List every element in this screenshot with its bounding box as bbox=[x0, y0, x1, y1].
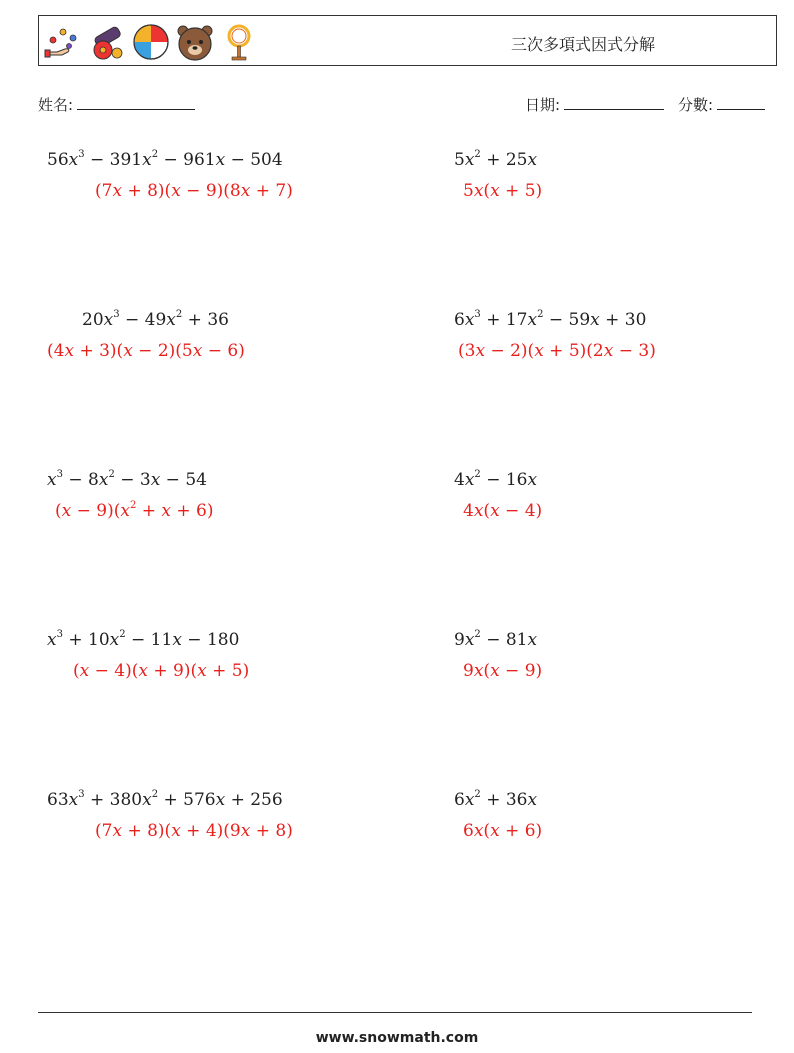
score-blank-line[interactable] bbox=[717, 95, 765, 110]
fire-hoop-icon bbox=[219, 22, 259, 62]
problem-3-question: $20x^3 - 49x^2 + 36$ bbox=[82, 309, 229, 330]
problem-8-answer: 9x(x − 9) bbox=[463, 661, 543, 681]
problem-3-answer: (4x + 3)(x − 2)(5x − 6) bbox=[47, 341, 245, 361]
problem-9-answer: (7x + 8)(x + 4)(9x + 8) bbox=[95, 821, 293, 841]
problem-7-question: $x^3 + 10x^2 - 11x - 180$ bbox=[47, 629, 240, 650]
circus-cannon-icon bbox=[87, 22, 127, 62]
problem-2-answer: 5x(x + 5) bbox=[463, 181, 543, 201]
score-label: 分數: bbox=[678, 96, 714, 114]
problem-6-answer: 4x(x − 4) bbox=[463, 501, 543, 521]
problem-10-question: $6x^2 + 36x$ bbox=[454, 789, 538, 810]
name-field bbox=[38, 94, 195, 115]
footer-website[interactable]: www.snowmath.com bbox=[315, 1030, 479, 1046]
date-field bbox=[525, 94, 664, 115]
problem-6-question: $4x^2 - 16x$ bbox=[454, 469, 538, 490]
worksheet-title: 三次多項式因式分解 bbox=[511, 35, 656, 54]
problem-1-answer: (7x + 8)(x − 9)(8x + 7) bbox=[95, 181, 293, 201]
problem-1-question: $56x^3 - 391x^2 - 961x - 504$ bbox=[47, 149, 283, 170]
header-box bbox=[38, 15, 777, 66]
date-label: 日期: bbox=[525, 96, 561, 114]
icon-strip bbox=[43, 22, 259, 62]
date-blank-line[interactable] bbox=[564, 95, 664, 110]
name-label: 姓名: bbox=[38, 96, 74, 114]
problem-7-answer: (x − 4)(x + 9)(x + 5) bbox=[73, 661, 250, 681]
beach-ball-icon bbox=[131, 22, 171, 62]
problem-2-question: $5x^2 + 25x$ bbox=[454, 149, 538, 170]
problem-5-question: $x^3 - 8x^2 - 3x - 54$ bbox=[47, 469, 207, 490]
problem-4-question: $6x^3 + 17x^2 - 59x + 30$ bbox=[454, 309, 647, 330]
problem-9-question: $63x^3 + 380x^2 + 576x + 256$ bbox=[47, 789, 283, 810]
problem-4-answer: (3x − 2)(x + 5)(2x − 3) bbox=[458, 341, 656, 361]
problem-8-question: $9x^2 - 81x$ bbox=[454, 629, 538, 650]
footer-divider bbox=[38, 1012, 752, 1013]
score-field bbox=[678, 94, 765, 115]
bear-face-icon bbox=[175, 22, 215, 62]
problem-5-answer: $(x - 9)(x^2 + x + 6)$ bbox=[55, 500, 214, 521]
problem-10-answer: 6x(x + 6) bbox=[463, 821, 543, 841]
name-blank-line[interactable] bbox=[77, 95, 195, 110]
juggling-hand-icon bbox=[43, 22, 83, 62]
